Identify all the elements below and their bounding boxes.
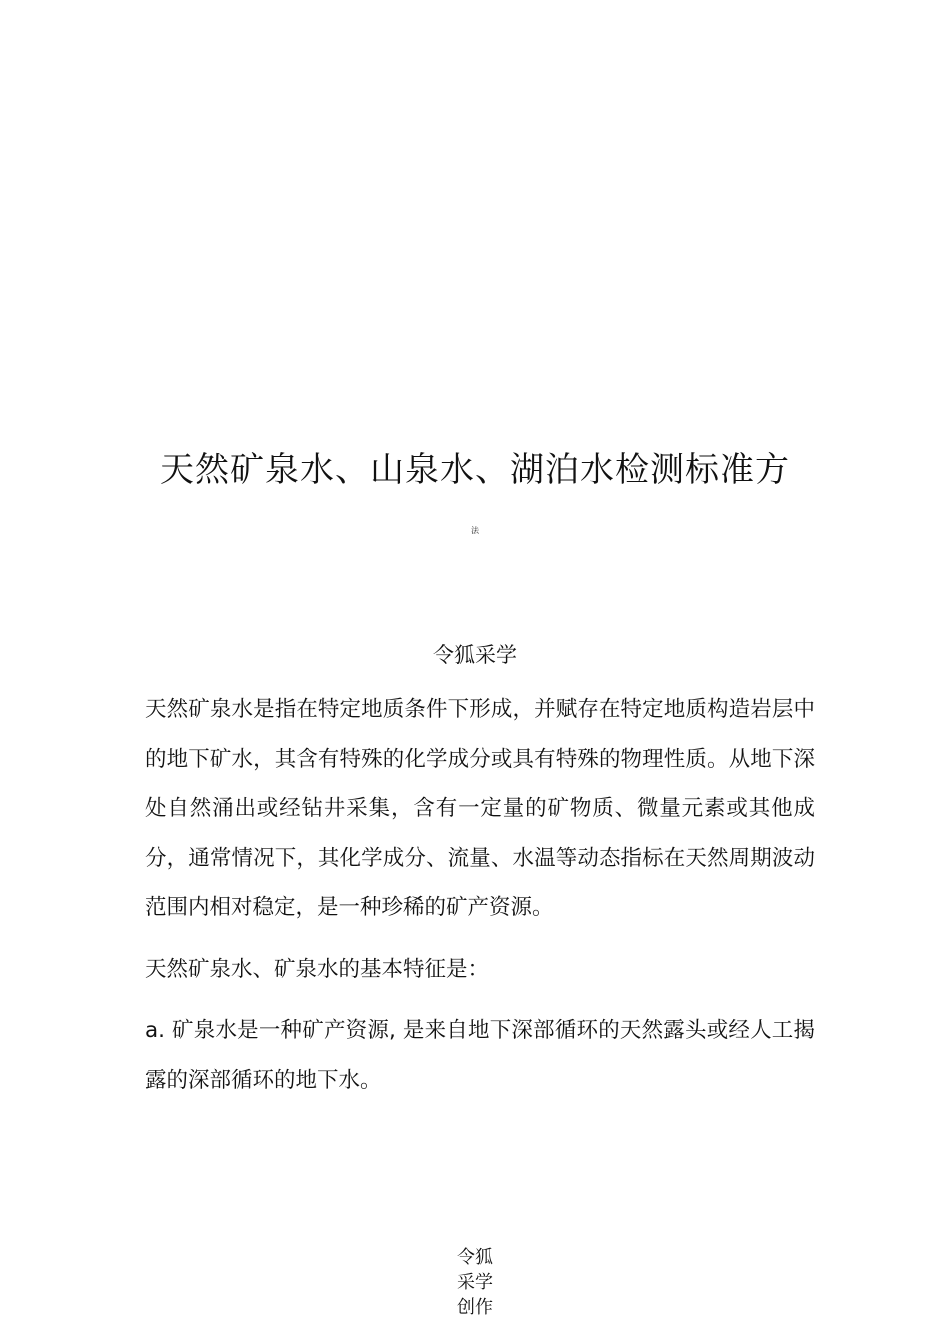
document-title: 天然矿泉水、山泉水、湖泊水检测标准方 (160, 450, 790, 490)
paragraph-feature-a: a. 矿泉水是一种矿产资源, 是来自地下深部循环的天然露头或经人工揭露的深部循环的地下水。 (145, 1018, 815, 1093)
footer-line: 令狐 (457, 1247, 493, 1268)
page-footer (0, 1245, 950, 1320)
footer-line: 采学 (457, 1272, 493, 1293)
author-name: 令狐采学 (433, 643, 517, 667)
document-title-continuation: 法 (471, 526, 479, 535)
footer-line: 创作 (457, 1297, 493, 1318)
paragraph-features-heading: 天然矿泉水、矿泉水的基本特征是： (145, 956, 490, 982)
document-body (145, 685, 815, 1105)
paragraph-definition: 天然矿泉水是指在特定地质条件下形成，并赋存在特定地质构造岩层中的地下矿水，其含有特殊的化学成分或具有特殊的物理性质。从地下深处自然涌出或经钻井采集，含有一定量的矿物质、微量元素或其他成分，通常情况下，其化学成分、流量、水温等动态指标在天然周期波动范围内相对稳定，是一种珍稀的矿产资源。 (145, 697, 815, 920)
